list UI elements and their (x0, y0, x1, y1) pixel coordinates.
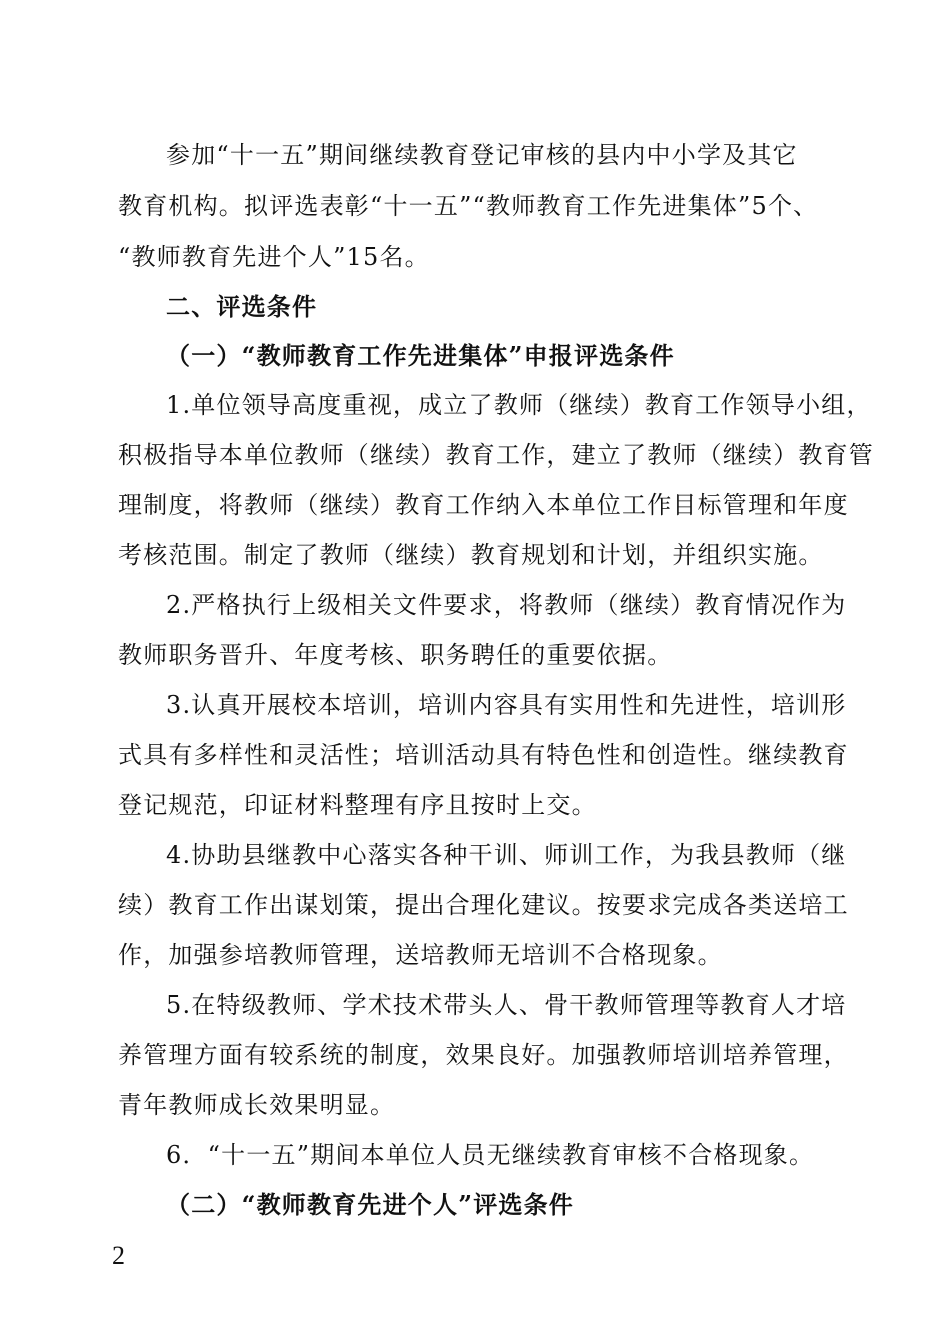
paragraph-line: 6．“十一五”期间本单位人员无继续教育审核不合格现象。 (166, 1141, 815, 1169)
paragraph-line: 教育机构。拟评选表彰“十一五”“教师教育工作先进集体”5个、 (118, 192, 819, 220)
paragraph-line: 续）教育工作出谋划策，提出合理化建议。按要求完成各类送培工 (118, 891, 849, 919)
subsection-heading: （二）“教师教育先进个人”评选条件 (166, 1190, 575, 1219)
paragraph-line: 考核范围。制定了教师（继续）教育规划和计划，并组织实施。 (118, 541, 824, 569)
page-number: 2 (112, 1241, 125, 1270)
subsection-heading: （一）“教师教育工作先进集体”申报评选条件 (166, 341, 675, 370)
paragraph-line: 1.单位领导高度重视，成立了教师（继续）教育工作领导小组， (166, 391, 872, 419)
paragraph-line: 教师职务晋升、年度考核、职务聘任的重要依据。 (118, 641, 673, 669)
paragraph-line: 5.在特级教师、学术技术带头人、骨干教师管理等教育人才培 (166, 991, 847, 1019)
paragraph-line: 作，加强参培教师管理，送培教师无培训不合格现象。 (118, 941, 723, 969)
paragraph-line: 登记规范，印证材料整理有序且按时上交。 (118, 791, 597, 819)
paragraph-line: 积极指导本单位教师（继续）教育工作，建立了教师（继续）教育管 (118, 441, 874, 469)
paragraph-line: 4.协助县继教中心落实各种干训、师训工作，为我县教师（继 (166, 841, 847, 869)
paragraph-line: 参加“十一五”期间继续教育登记审核的县内中小学及其它 (166, 141, 798, 169)
paragraph-line: “教师教育先进个人”15名。 (118, 243, 430, 271)
paragraph-line: 式具有多样性和灵活性；培训活动具有特色性和创造性。继续教育 (118, 741, 849, 769)
paragraph-line: 3.认真开展校本培训，培训内容具有实用性和先进性，培训形 (166, 691, 847, 719)
paragraph-line: 理制度，将教师（继续）教育工作纳入本单位工作目标管理和年度 (118, 491, 849, 519)
paragraph-line: 养管理方面有较系统的制度，效果良好。加强教师培训培养管理， (118, 1041, 849, 1069)
section-heading: 二、评选条件 (166, 292, 318, 321)
paragraph-line: 青年教师成长效果明显。 (118, 1091, 396, 1119)
paragraph-line: 2.严格执行上级相关文件要求，将教师（继续）教育情况作为 (166, 591, 847, 619)
